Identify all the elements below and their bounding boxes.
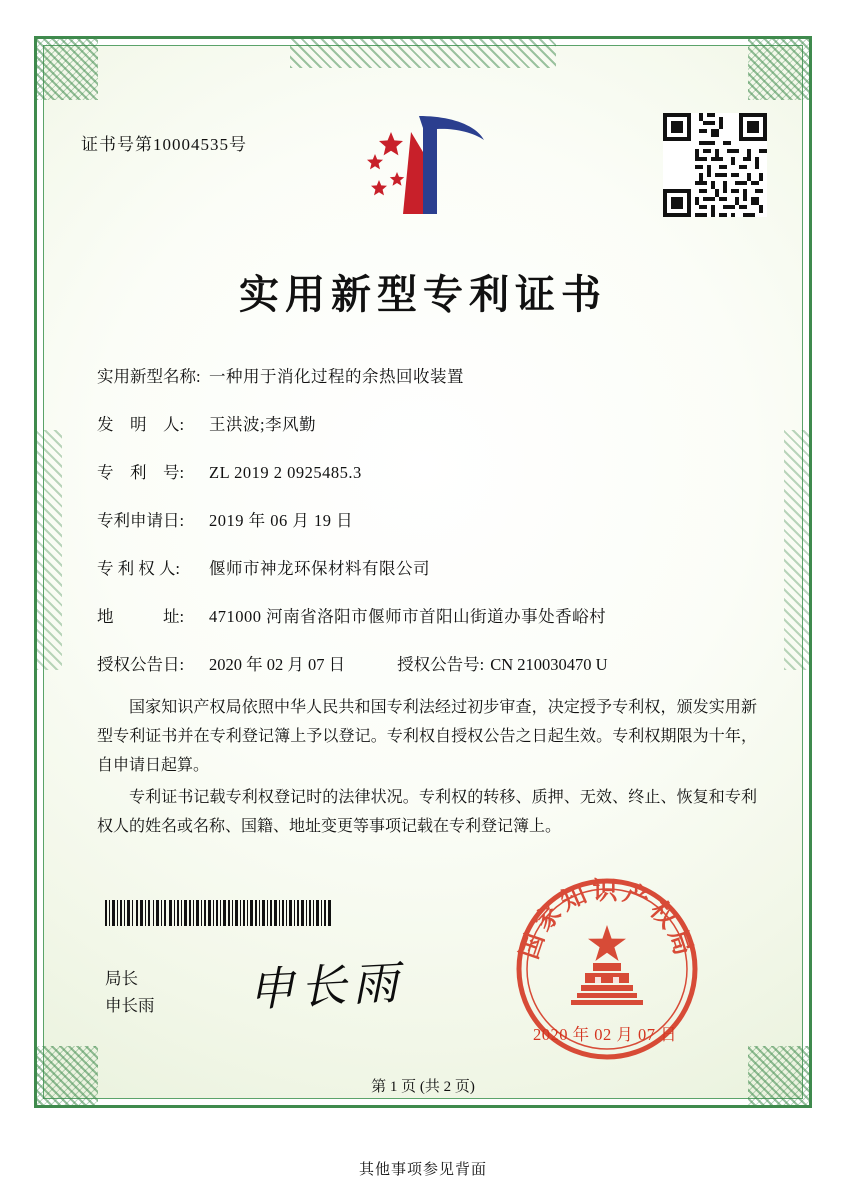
seal-date: 2020 年 02 月 07 日 [533, 1025, 678, 1044]
field-row-utility-model-name [97, 363, 757, 387]
cnipa-logo-icon [353, 110, 489, 222]
certificate-number: 证书号第10004535号 [81, 135, 247, 154]
field-label: 专利申请日: [97, 511, 185, 530]
certificate-content [43, 45, 803, 1099]
field-label: 实用新型名称: [97, 367, 201, 386]
field-row-patentee [97, 555, 757, 579]
field-value: 471000 河南省洛阳市偃师市首阳山街道办事处香峪村 [209, 607, 607, 626]
svg-text:国家知识产权局: 国家知识产权局 [514, 876, 700, 963]
field-label: 专 利 号: [97, 463, 185, 482]
signature-block [105, 965, 155, 1019]
field-row-patent-number [97, 459, 757, 483]
field-value-grant-date: 2020 年 02 月 07 日 [209, 655, 346, 674]
field-value: ZL 2019 2 0925485.3 [209, 463, 362, 482]
field-row-inventor [97, 411, 757, 435]
field-label: 专 利 权 人: [97, 559, 180, 578]
field-row-address [97, 603, 757, 627]
signature-name: 申长雨 [105, 996, 155, 1015]
field-label: 地 址: [97, 607, 185, 626]
field-row-grant-announcement [97, 651, 757, 675]
page-title: 实用新型专利证书 [239, 271, 607, 318]
certificate-fields [97, 363, 757, 699]
legal-paragraph-1-text: 国家知识产权局依照中华人民共和国专利法经过初步审查，决定授予专利权，颁发实用新型专利证书并在专利登记簿上予以登记。专利权自授权公告之日起生效。专利权期限为十年，自申请日起算。 [97, 699, 757, 774]
legal-paragraph-2-text: 专利证书记载专利权登记时的法律状况。专利权的转移、质押、无效、终止、恢复和专利权人的姓名或名称、国籍、地址变更等事项记载在专利登记簿上。 [97, 789, 757, 835]
handwritten-signature: 申长雨 [246, 954, 406, 1018]
field-value: 偃师市神龙环保材料有限公司 [209, 559, 430, 578]
footer-note: 其他事项参见背面 [358, 1162, 487, 1178]
page-number: 第 1 页 (共 2 页) [371, 1079, 475, 1095]
field-value: 王洪波;李风勤 [209, 415, 317, 434]
field-label-grant-number: 授权公告号: [397, 655, 485, 674]
field-label: 发 明 人: [97, 415, 185, 434]
field-row-application-date [97, 507, 757, 531]
legal-paragraph-2 [97, 783, 757, 841]
field-value: 一种用于消化过程的余热回收装置 [209, 367, 464, 386]
signature-role: 局长 [105, 969, 138, 988]
field-value: 2019 年 06 月 19 日 [209, 511, 354, 530]
legal-paragraph-1 [97, 693, 757, 780]
field-label-grant-date: 授权公告日: [97, 655, 185, 674]
qr-code-icon [663, 113, 767, 217]
field-value-grant-number: CN 210030470 U [490, 655, 608, 674]
barcode-icon [105, 900, 331, 926]
